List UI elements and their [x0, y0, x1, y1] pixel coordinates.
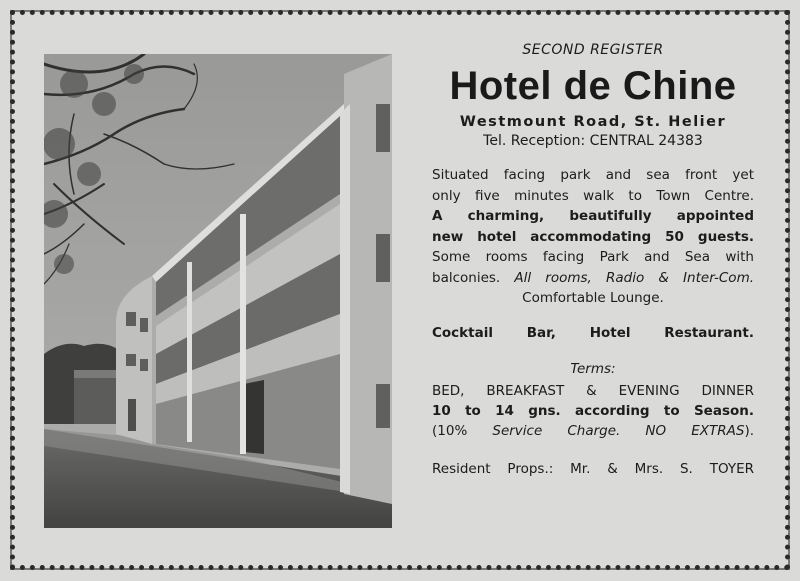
register-label: SECOND REGISTER	[522, 42, 664, 58]
terms-service-charge	[432, 421, 754, 441]
description-line: only five minutes walk to Town Centre.	[432, 187, 754, 204]
advert-text-column	[432, 40, 754, 477]
hotel-address: Westmount Road, St. Helier	[459, 114, 727, 130]
amenities-line: Cocktail Bar, Hotel Restaurant.	[432, 324, 754, 341]
building-photo-illustration	[44, 54, 392, 528]
service-close: ).	[744, 422, 755, 439]
hotel-description	[432, 165, 754, 309]
description-line: Situated facing park and sea front yet	[432, 167, 754, 183]
description-text: balconies.	[432, 269, 501, 286]
description-line: Some rooms facing Park and Sea with	[432, 249, 754, 265]
description-line: Comfortable Lounge.	[522, 290, 664, 306]
telephone-number: Tel. Reception: CENTRAL 24383	[483, 133, 703, 149]
service-open: (10%	[432, 422, 468, 439]
description-line-mixed	[432, 268, 754, 289]
description-italic-text: All rooms, Radio & Inter-Com.	[514, 269, 755, 286]
terms-price: 10 to 14 gns. according to Season.	[432, 402, 754, 419]
description-highlight-line: new hotel accommodating 50 guests.	[432, 228, 754, 245]
no-extras-text: NO EXTRAS	[645, 422, 745, 439]
terms-label: Terms:	[570, 360, 616, 377]
service-charge-text: Service Charge.	[492, 422, 621, 439]
terms-board: BED, BREAKFAST & EVENING DINNER	[432, 382, 754, 399]
resident-proprietors: Resident Props.: Mr. & Mrs. S. TOYER	[432, 460, 754, 477]
hotel-photograph	[44, 54, 392, 528]
description-highlight-line: A charming, beautifully appointed	[432, 208, 754, 224]
hotel-name-heading: Hotel de Chine	[449, 64, 737, 108]
